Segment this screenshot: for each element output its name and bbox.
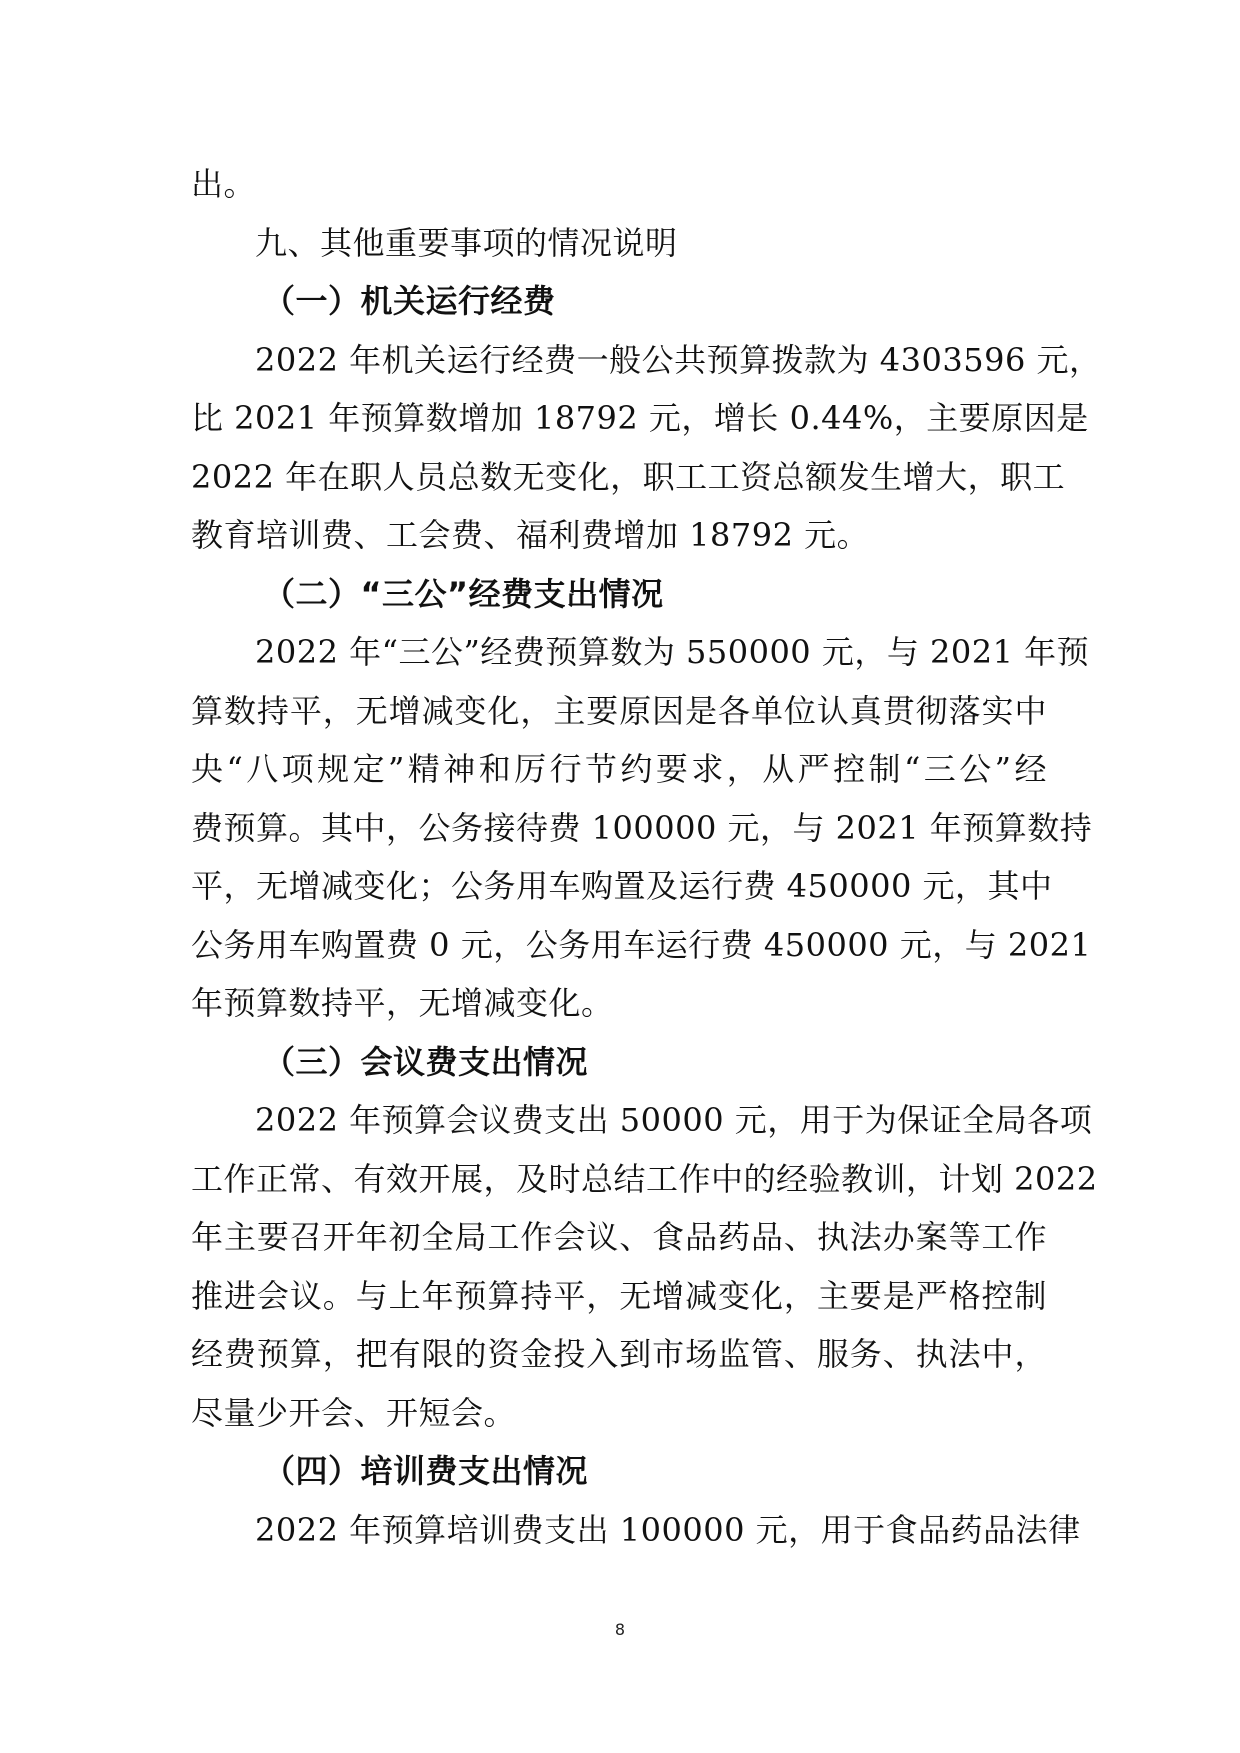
paragraph-line: 年主要召开年初全局工作会议、食品药品、执法办案等工作 — [191, 1218, 1047, 1256]
paragraph-line: 平，无增减变化；公务用车购置及运行费 450000 元，其中 — [191, 867, 1053, 905]
page-number: 8 — [614, 1620, 626, 1639]
subsection-heading: （三）会议费支出情况 — [263, 1042, 589, 1081]
section-heading: 九、其他重要事项的情况说明 — [255, 223, 678, 262]
subsection-heading: （四）培训费支出情况 — [263, 1452, 589, 1490]
paragraph-line: 2022 年预算培训费支出 100000 元，用于食品药品法律 — [255, 1510, 1081, 1549]
paragraph-line: 2022 年在职人员总数无变化，职工工资总额发生增大，职工 — [191, 457, 1066, 496]
paragraph-line: 央“八项规定”精神和厉行节约要求，从严控制“三公”经 — [191, 750, 1047, 788]
paragraph-line: 2022 年机关运行经费一般公共预算拨款为 4303596 元， — [255, 340, 1102, 379]
subsection-heading: （一）机关运行经费 — [263, 282, 556, 320]
paragraph-line: 公务用车购置费 0 元，公务用车运行费 450000 元，与 2021 — [191, 925, 1092, 964]
paragraph-line: 经费预算，把有限的资金投入到市场监管、服务、执法中， — [191, 1335, 1047, 1373]
paragraph-line: 2022 年“三公”经费预算数为 550000 元，与 2021 年预 — [255, 633, 1090, 671]
paragraph-line: 2022 年预算会议费支出 50000 元，用于为保证全局各项 — [255, 1101, 1093, 1139]
paragraph-line: 尽量少开会、开短会。 — [191, 1393, 517, 1432]
paragraph-line: 工作正常、有效开展，及时总结工作中的经验教训，计划 2022 — [191, 1159, 1098, 1198]
subsection-heading: （二）“三公”经费支出情况 — [263, 574, 664, 613]
paragraph-line: 出。 — [191, 165, 257, 203]
document-body — [191, 155, 1102, 1559]
paragraph-line: 算数持平，无增减变化，主要原因是各单位认真贯彻落实中 — [191, 691, 1047, 730]
paragraph-line: 教育培训费、工会费、福利费增加 18792 元。 — [191, 516, 870, 554]
paragraph-line: 年预算数持平，无增减变化。 — [191, 984, 614, 1022]
paragraph-line: 费预算。其中，公务接待费 100000 元，与 2021 年预算数持 — [191, 808, 1093, 847]
paragraph-line: 推进会议。与上年预算持平，无增减变化，主要是严格控制 — [191, 1276, 1047, 1315]
paragraph-line: 比 2021 年预算数增加 18792 元，增长 0.44%，主要原因是 — [191, 399, 1089, 437]
